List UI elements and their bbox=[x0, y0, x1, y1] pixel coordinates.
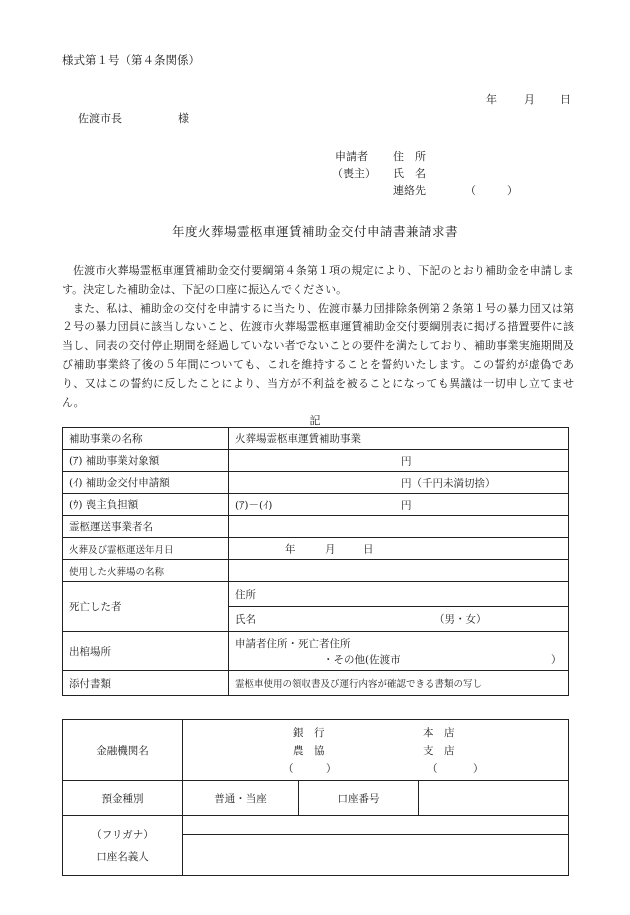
project-name-label: 補助事業の名称 bbox=[63, 428, 229, 450]
departure-option-applicant[interactable]: 申請者住所・死亡者住所 bbox=[235, 638, 351, 650]
operator-label: 霊柩運送事業者名 bbox=[63, 516, 229, 538]
application-table bbox=[62, 427, 569, 696]
transport-month: 月 bbox=[325, 543, 336, 555]
table-row bbox=[63, 428, 569, 450]
deceased-name-label: 氏名 bbox=[235, 613, 256, 626]
departure-field[interactable] bbox=[229, 632, 569, 671]
table-row bbox=[63, 538, 569, 560]
deceased-label: 死亡した者 bbox=[63, 582, 229, 632]
account-type-value[interactable]: 普通・当座 bbox=[183, 781, 299, 816]
burden-formula: (ｱ)－(ｲ) bbox=[235, 499, 273, 511]
applicant-role: 申請者 bbox=[335, 150, 368, 163]
account-holder-label bbox=[63, 816, 183, 876]
transport-year: 年 bbox=[285, 543, 296, 555]
attachment-label: 添付書類 bbox=[63, 671, 229, 696]
deceased-address-label: 住所 bbox=[235, 588, 256, 601]
transport-date-field[interactable] bbox=[229, 538, 569, 560]
table-row bbox=[63, 816, 569, 835]
departure-label: 出棺場所 bbox=[63, 632, 229, 671]
body-paragraph-1: 佐渡市火葬場霊柩車運賃補助金交付要綱第４条第１項の規定により、下記のとおり補助金を申請します。決定した補助金は、下記の口座に振込んでください。 bbox=[62, 264, 574, 296]
table-row bbox=[63, 494, 569, 516]
table-row bbox=[63, 516, 569, 538]
bank-paren-close: ） bbox=[326, 763, 337, 775]
attachment-value: 霊柩車使用の領収書及び運行内容が確認できる書類の写し bbox=[229, 671, 569, 696]
departure-option-other[interactable]: ・その他(佐渡市 bbox=[323, 654, 401, 666]
burden-label: (ｳ) 喪主負担額 bbox=[63, 494, 229, 516]
applicant-address-label: 住 所 bbox=[393, 150, 426, 163]
target-amount-label: (ｱ) 補助事業対象額 bbox=[63, 450, 229, 472]
branch-paren-open: （ bbox=[427, 763, 438, 775]
crematorium-field[interactable] bbox=[229, 560, 569, 582]
bank-label: 金融機関名 bbox=[63, 720, 183, 781]
deceased-name-field[interactable] bbox=[229, 607, 569, 632]
crematorium-label: 使用した火葬場の名称 bbox=[63, 560, 229, 582]
branch-paren-close: ） bbox=[473, 763, 484, 775]
transport-day: 日 bbox=[363, 543, 374, 555]
table-row bbox=[63, 720, 569, 781]
table-row bbox=[63, 472, 569, 494]
applicant-block bbox=[332, 148, 535, 199]
body-paragraph-2: また、私は、補助金の交付を申請するに当たり、佐渡市暴力団排除条例第２条第１号の暴力団又は第２号の暴力団員に該当しないこと、佐渡市火葬場霊柩車運賃補助金交付要綱別表に掲げる措置要件に該当し、同表の交付停止期間を経過していない者でないことの要件を満たしており、補助事業実施期間及び補助事業終了後の５年間についても、これを維持することを誓約いたします。この誓約が虚偽であり、又はこの誓約に反したことにより、当方が不利益を被ることになっても異議は一切申し立てません。 bbox=[62, 301, 574, 409]
transport-date-label: 火葬及び霊柩運送年月日 bbox=[63, 538, 229, 560]
project-name-value: 火葬場霊柩車運賃補助事業 bbox=[229, 428, 569, 450]
burden-field[interactable] bbox=[229, 494, 569, 516]
branch-type-branch[interactable]: 支 店 bbox=[423, 745, 455, 757]
table-row bbox=[63, 450, 569, 472]
applicant-role-chief-mourner: （喪主） bbox=[332, 167, 376, 180]
gender-options[interactable]: （男・女） bbox=[434, 613, 487, 626]
table-row bbox=[63, 560, 569, 582]
contact-paren-open: （ bbox=[465, 184, 476, 197]
applicant-name-label: 氏 名 bbox=[393, 167, 426, 180]
branch-type-main[interactable]: 本 店 bbox=[423, 727, 455, 739]
bank-type-bank[interactable]: 銀 行 bbox=[293, 727, 325, 739]
table-row bbox=[63, 671, 569, 696]
apply-amount-unit: 円（千円未満切捨） bbox=[401, 477, 496, 489]
addressee-name: 佐渡市長 bbox=[78, 112, 122, 125]
table-row bbox=[63, 632, 569, 671]
bank-type-agri[interactable]: 農 協 bbox=[293, 745, 325, 757]
date-day-label: 日 bbox=[560, 93, 571, 106]
table-row bbox=[63, 582, 569, 607]
contact-paren-close: ） bbox=[507, 184, 518, 197]
date-year-label: 年 bbox=[486, 93, 497, 106]
apply-amount-field[interactable] bbox=[229, 472, 569, 494]
deceased-address-field[interactable] bbox=[229, 582, 569, 607]
bank-field[interactable] bbox=[183, 720, 569, 781]
body-text bbox=[62, 262, 574, 412]
form-id: 様式第１号（第４条関係） bbox=[62, 53, 200, 67]
furigana-label: （フリガナ） bbox=[91, 828, 154, 841]
addressee-suffix: 様 bbox=[178, 112, 189, 125]
holder-label: 口座名義人 bbox=[96, 850, 149, 863]
departure-close-paren: ） bbox=[551, 654, 562, 666]
addressee bbox=[78, 110, 189, 126]
furigana-field[interactable] bbox=[183, 816, 569, 835]
ki-heading: 記 bbox=[309, 414, 321, 427]
account-holder-field[interactable] bbox=[183, 835, 569, 876]
submission-date bbox=[0, 91, 630, 107]
applicant-contact-label: 連絡先 bbox=[393, 184, 426, 197]
bank-account-table bbox=[62, 719, 569, 876]
account-number-label: 口座番号 bbox=[299, 781, 419, 816]
apply-amount-label: (ｲ) 補助金交付申請額 bbox=[63, 472, 229, 494]
account-number-field[interactable] bbox=[419, 781, 569, 816]
date-month-label: 月 bbox=[524, 93, 535, 106]
target-amount-unit: 円 bbox=[401, 455, 412, 467]
bank-paren-open: （ bbox=[283, 763, 294, 775]
document-title: 年度火葬場霊柩車運賃補助金交付申請書兼請求書 bbox=[171, 224, 458, 239]
table-row bbox=[63, 781, 569, 816]
target-amount-field[interactable] bbox=[229, 450, 569, 472]
operator-field[interactable] bbox=[229, 516, 569, 538]
burden-unit: 円 bbox=[401, 499, 412, 511]
account-type-label: 預金種別 bbox=[63, 781, 183, 816]
